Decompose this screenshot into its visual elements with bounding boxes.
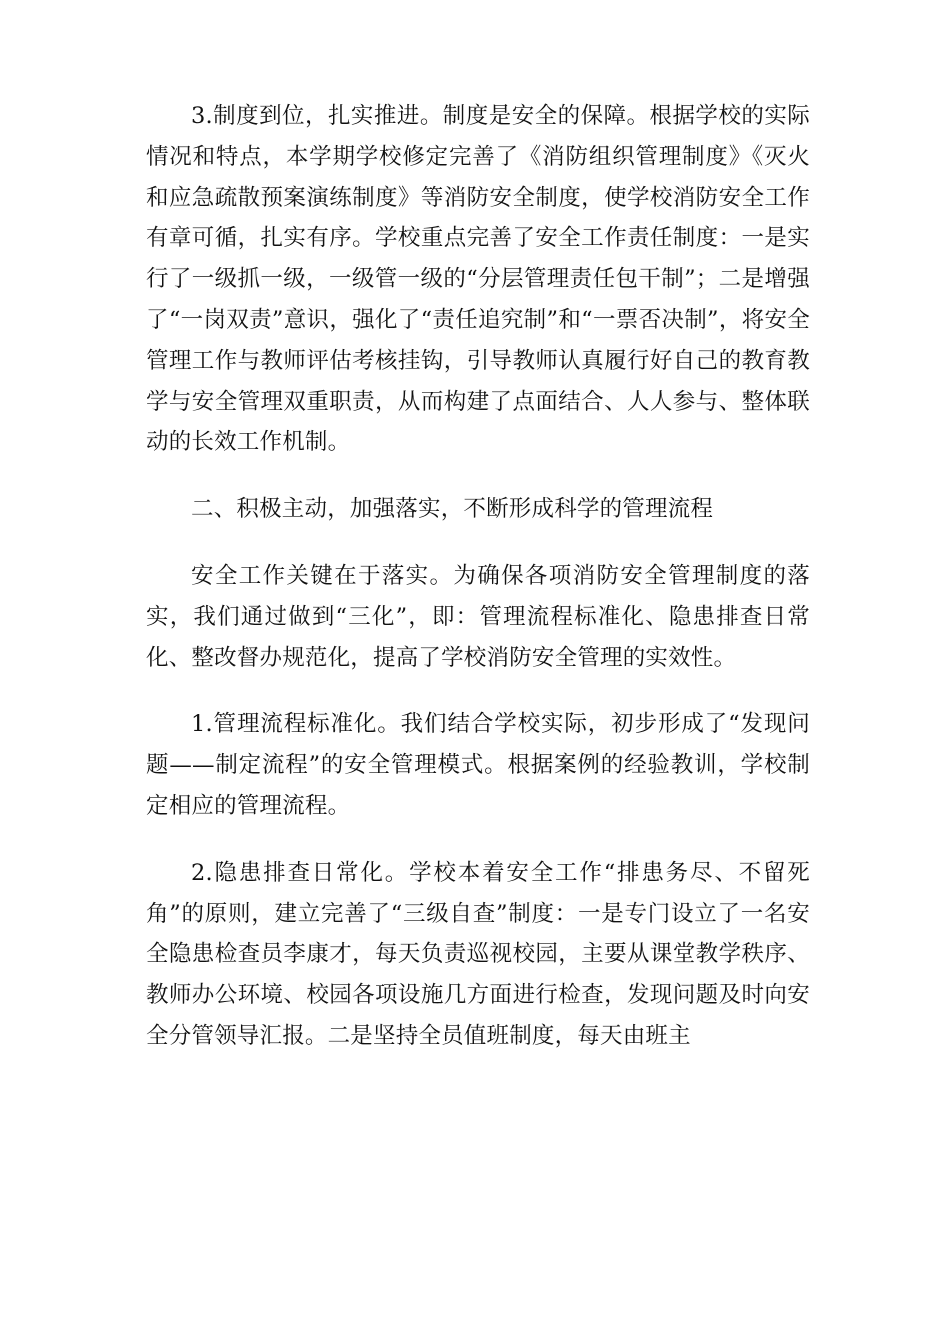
paragraph-system-in-place: 3.制度到位，扎实推进。制度是安全的保障。根据学校的实际情况和特点，本学期学校修定完善了《消防组织管理制度》《灭火和应急疏散预案演练制度》等消防安全制度，使学校消防安全工作有章可循，扎实有序。学校重点完善了安全工作责任制度：一是实行了一级抓一级，一级管一级的“分层管理责任包干制”；二是增强了“一岗双责”意识，强化了“责任追究制”和“一票否决制”，将安全管理工作与教师评估考核挂钩，引导教师认真履行好自己的教育教学与安全管理双重职责，从而构建了点面结合、人人参与、整体联动的长效工作机制。 <box>146 103 810 456</box>
paragraph-gap <box>146 530 810 556</box>
paragraph-hazard-inspection: 2.隐患排查日常化。学校本着安全工作“排患务尽、不留死角”的原则，建立完善了“三级自查”制度：一是专门设立了一名安全隐患检查员李康才，每天负责巡视校园，主要从课堂教学秩序、教师办公环境、校园各项设施几方面进行检查，发现问题及时向安全分管领导汇报。二是坚持全员值班制度，每天由班主 <box>146 859 810 1049</box>
paragraph-gap <box>146 827 810 853</box>
paragraph-gap <box>146 678 810 704</box>
paragraph-implementation: 安全工作关键在于落实。为确保各项消防安全管理制度的落实，我们通过做到“三化”，即：管理流程标准化、隐患排查日常化、整改督办规范化，提高了学校消防安全管理的实效性。 <box>146 562 810 671</box>
document-page <box>146 96 810 1057</box>
section-heading-two: 二、积极主动，加强落实，不断形成科学的管理流程 <box>191 496 714 523</box>
paragraph-gap <box>146 463 810 489</box>
paragraph-process-standardization: 1.管理流程标准化。我们结合学校实际，初步形成了“发现问题——制定流程”的安全管理模式。根据案例的经验教训，学校制定相应的管理流程。 <box>146 711 810 819</box>
